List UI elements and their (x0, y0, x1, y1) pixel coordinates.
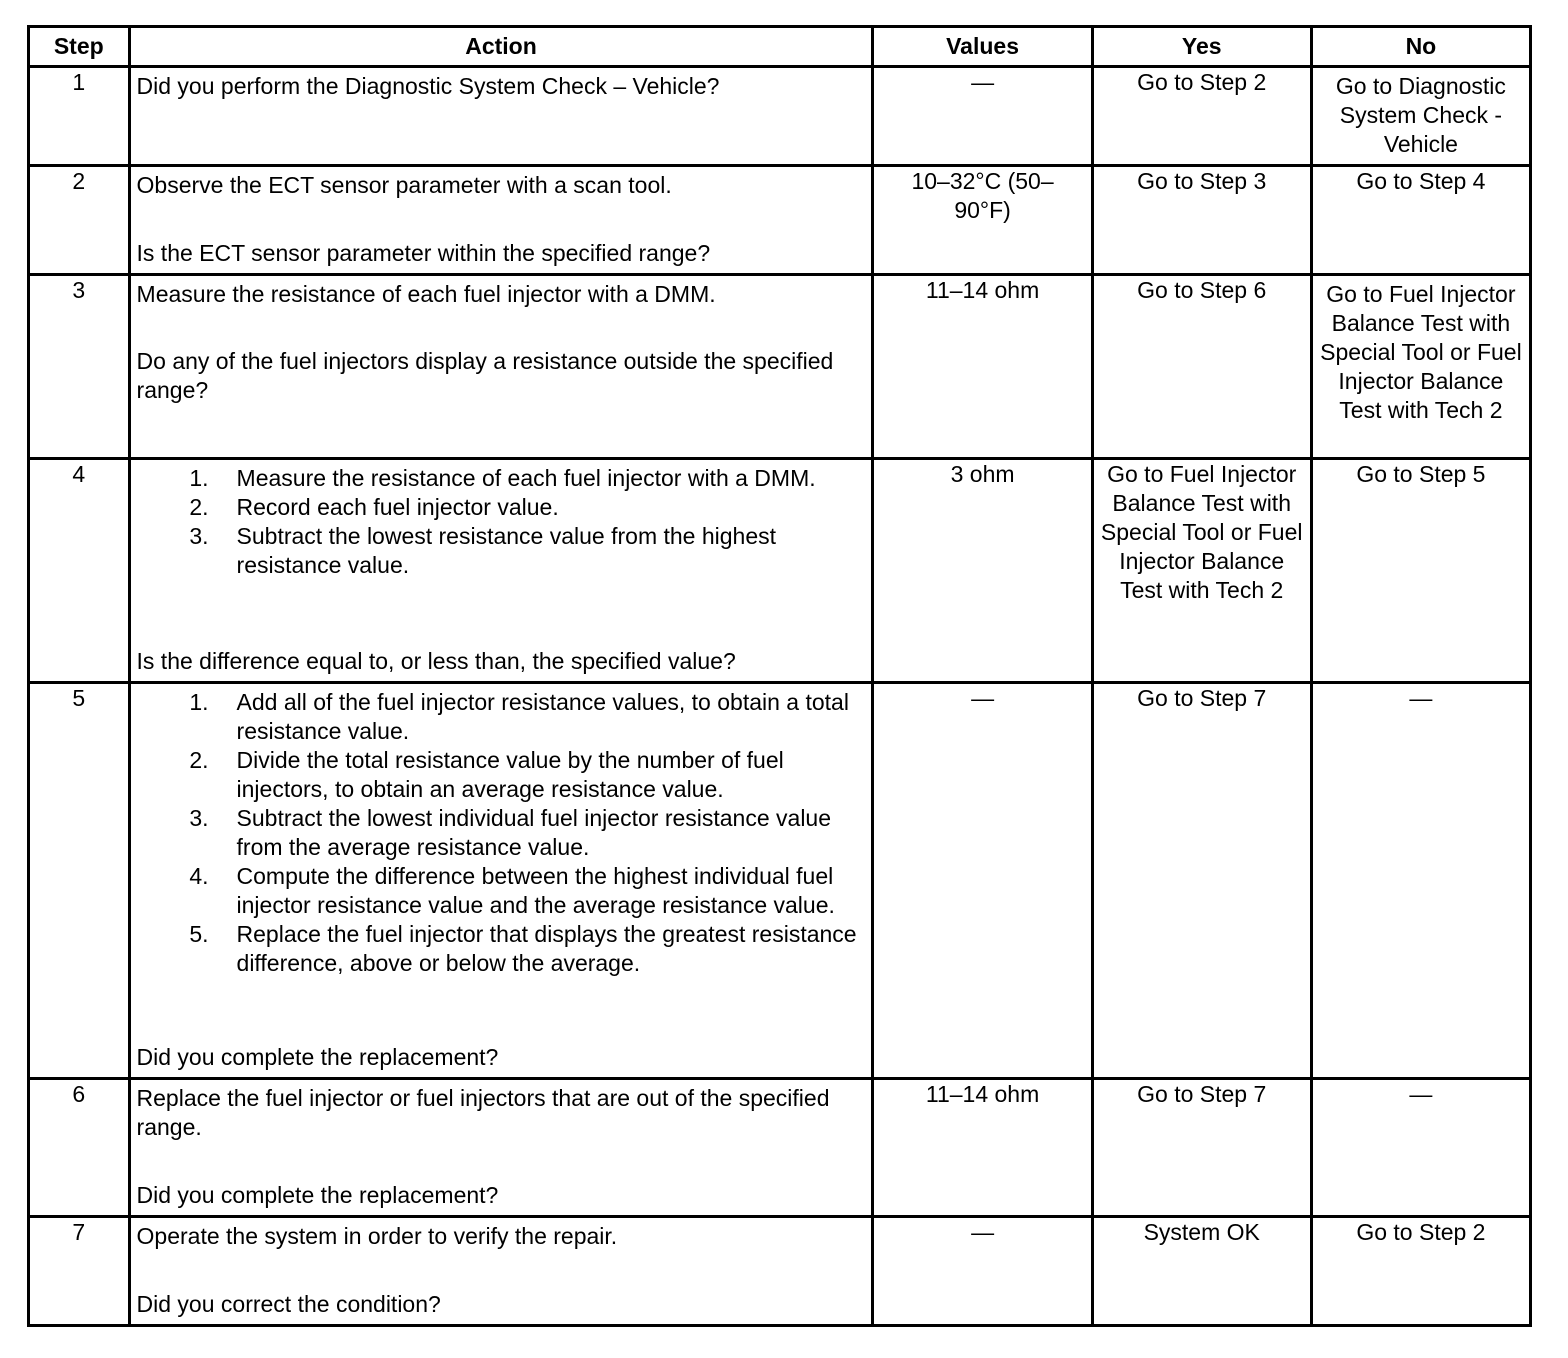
table-row (29, 459, 1531, 683)
step-number: 3 (29, 275, 130, 459)
value-cell: 3 ohm (873, 459, 1092, 683)
no-cell: Go to Step 2 (1311, 1217, 1530, 1326)
no-cell: Go to Step 5 (1311, 459, 1530, 683)
action-cell (129, 275, 873, 459)
action-step-list (137, 464, 866, 580)
action-text: Did you perform the Diagnostic System Check – Vehicle? (136, 73, 720, 99)
yes-cell: Go to Step 7 (1092, 683, 1311, 1079)
action-cell (129, 166, 873, 275)
step-number: 5 (29, 683, 130, 1079)
action-text: Measure the resistance of each fuel injector with a DMM. (136, 281, 716, 307)
action-step-list (137, 688, 866, 978)
action-question: Is the ECT sensor parameter within the specified range? (136, 240, 711, 266)
header-values: Values (873, 27, 1092, 67)
value-cell: 11–14 ohm (873, 1079, 1092, 1217)
table-header-row (29, 27, 1531, 67)
no-cell: — (1311, 683, 1530, 1079)
header-step: Step (29, 27, 130, 67)
action-question: Did you correct the condition? (136, 1291, 441, 1317)
step-number: 6 (29, 1079, 130, 1217)
list-item: 1. Add all of the fuel injector resistance values, to obtain a total resistance value. (189, 689, 849, 744)
yes-cell: Go to Step 6 (1092, 275, 1311, 459)
list-item: 5. Replace the fuel injector that displays the greatest resistance difference, above or below the average. (189, 921, 857, 976)
yes-cell: Go to Step 3 (1092, 166, 1311, 275)
table-row (29, 67, 1531, 166)
action-cell (129, 683, 873, 1079)
table-row (29, 275, 1531, 459)
yes-cell: System OK (1092, 1217, 1311, 1326)
no-cell: — (1311, 1079, 1530, 1217)
value-cell: 10–32°C (50–90°F) (873, 166, 1092, 275)
value-cell: — (873, 1217, 1092, 1326)
value-cell: — (873, 67, 1092, 166)
action-cell (129, 1217, 873, 1326)
action-cell (129, 459, 873, 683)
step-number: 7 (29, 1217, 130, 1326)
action-cell (129, 1079, 873, 1217)
action-question: Is the difference equal to, or less than, the specified value? (136, 648, 736, 674)
table-row (29, 1079, 1531, 1217)
table-row (29, 1217, 1531, 1326)
step-number: 4 (29, 459, 130, 683)
action-text: Observe the ECT sensor parameter with a scan tool. (136, 172, 672, 198)
action-question: Did you complete the replacement? (136, 1182, 499, 1208)
diagnostic-table-container (27, 25, 1532, 1327)
header-action: Action (129, 27, 873, 67)
action-text: Replace the fuel injector or fuel injectors that are out of the specified range. (136, 1085, 830, 1140)
no-cell: Go to Fuel Injector Balance Test with Special Tool or Fuel Injector Balance Test with Tech 2 (1311, 275, 1530, 459)
yes-cell: Go to Step 7 (1092, 1079, 1311, 1217)
value-cell: 11–14 ohm (873, 275, 1092, 459)
header-yes: Yes (1092, 27, 1311, 67)
table-row (29, 683, 1531, 1079)
no-cell: Go to Diagnostic System Check - Vehicle (1311, 67, 1530, 166)
yes-cell: Go to Step 2 (1092, 67, 1311, 166)
no-cell: Go to Step 4 (1311, 166, 1530, 275)
value-cell: — (873, 683, 1092, 1079)
list-item: 3. Subtract the lowest individual fuel injector resistance value from the average resistance value. (189, 805, 832, 860)
diagnostic-table (27, 25, 1532, 1327)
action-cell (129, 67, 873, 166)
action-question: Did you complete the replacement? (136, 1044, 499, 1070)
table-row (29, 166, 1531, 275)
header-no: No (1311, 27, 1530, 67)
list-item: 1. Measure the resistance of each fuel injector with a DMM. (189, 465, 816, 491)
list-item: 3. Subtract the lowest resistance value from the highest resistance value. (189, 523, 777, 578)
step-number: 1 (29, 67, 130, 166)
action-text: Operate the system in order to verify the repair. (136, 1223, 618, 1249)
list-item: 2. Divide the total resistance value by the number of fuel injectors, to obtain an average resistance value. (189, 747, 784, 802)
list-item: 2. Record each fuel injector value. (189, 494, 559, 520)
yes-cell: Go to Fuel Injector Balance Test with Special Tool or Fuel Injector Balance Test with Tech 2 (1092, 459, 1311, 683)
action-question: Do any of the fuel injectors display a resistance outside the specified range? (136, 348, 834, 403)
step-number: 2 (29, 166, 130, 275)
list-item: 4. Compute the difference between the highest individual fuel injector resistance value and the average resistance value. (189, 863, 835, 918)
